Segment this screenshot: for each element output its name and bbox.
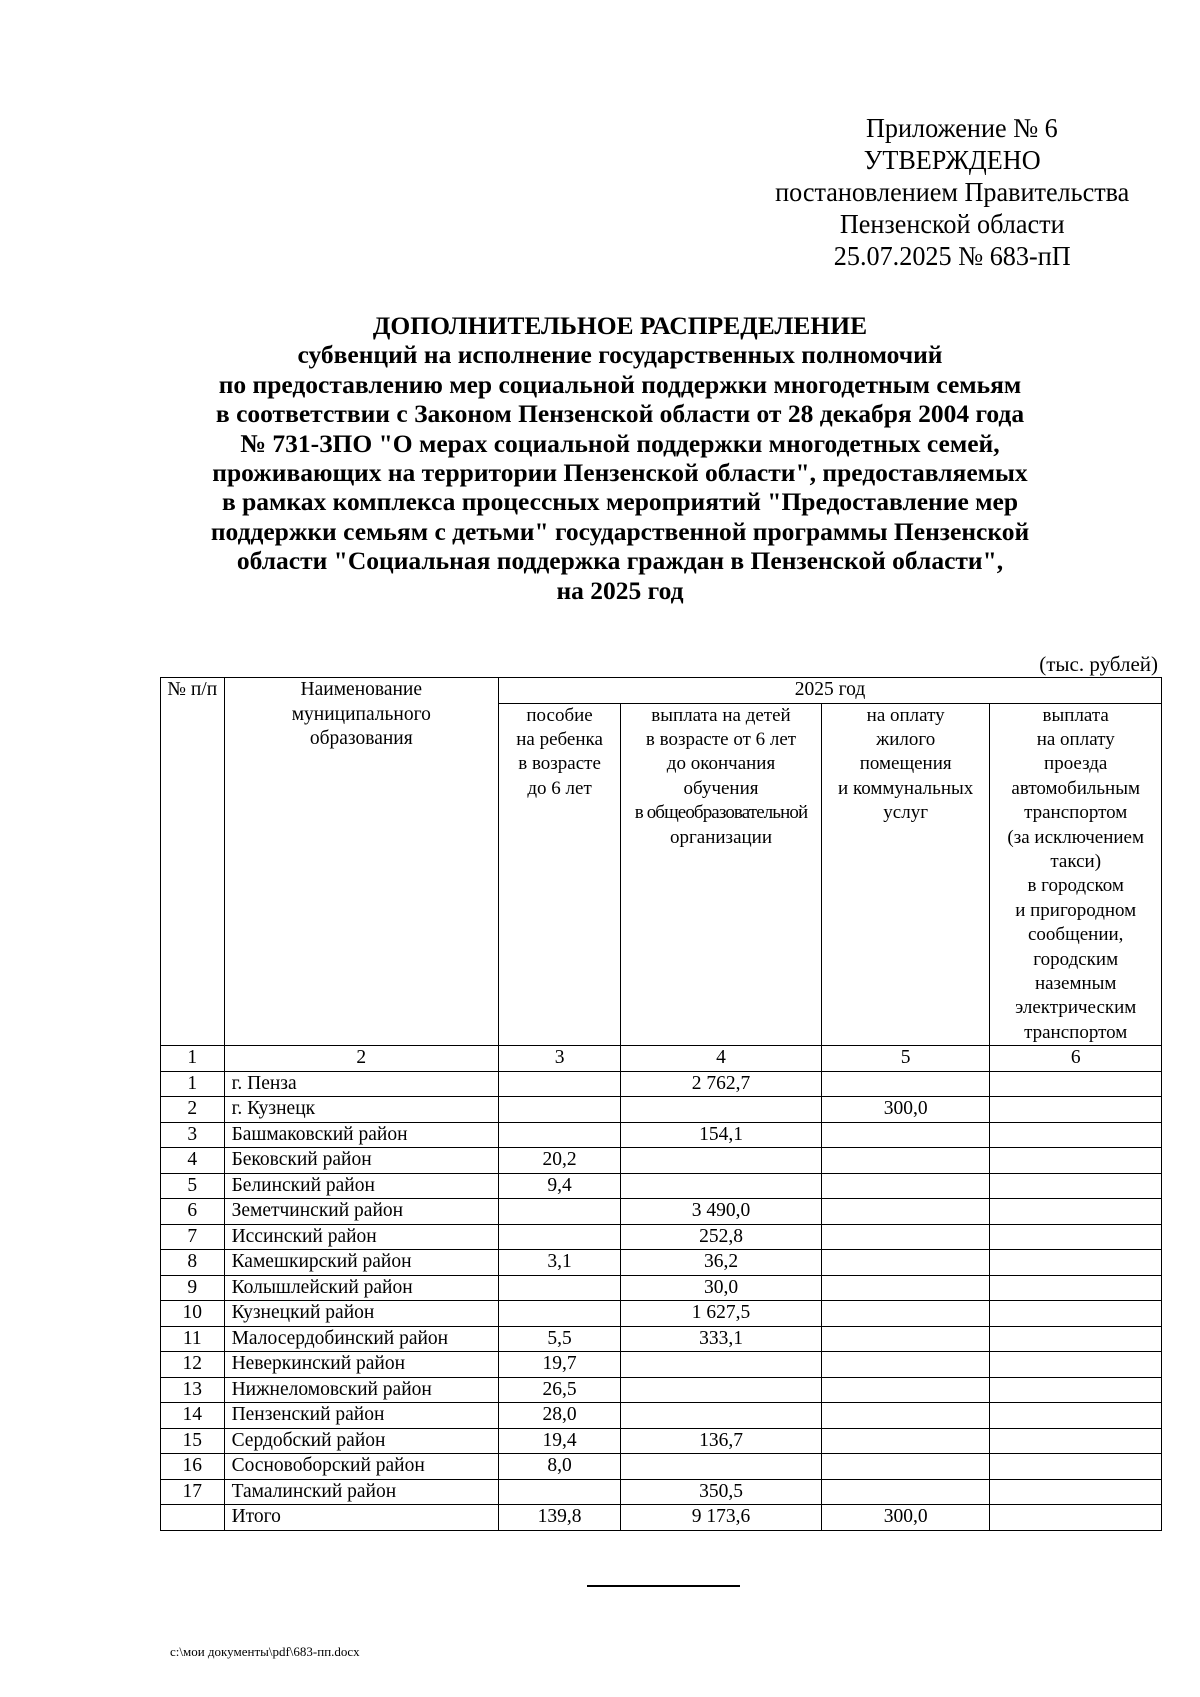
cell-transport-payment <box>990 1403 1162 1429</box>
cell-transport-payment <box>990 1097 1162 1123</box>
cell-child-allowance <box>499 1479 621 1505</box>
approval-block <box>700 112 1200 272</box>
title-line: по предоставлению мер социальной поддержки многодетным семьям <box>218 369 1022 399</box>
header-text: услуг <box>883 802 929 824</box>
cell-school-payment <box>621 1148 822 1174</box>
cell-num: 9 <box>161 1275 225 1301</box>
header-text: транспортом <box>1024 802 1128 824</box>
header-text: автомобильным <box>1011 777 1140 799</box>
cell-municipality: Нижнеломовский район <box>224 1377 498 1403</box>
cell-transport-payment <box>990 1071 1162 1097</box>
cell-num: 14 <box>161 1403 225 1429</box>
cell-child-allowance <box>499 1071 621 1097</box>
cell-num: 1 <box>161 1071 225 1097</box>
distribution-table <box>160 677 1162 1531</box>
cell-municipality: г. Пенза <box>224 1071 498 1097</box>
cell-housing-payment <box>821 1148 990 1174</box>
cell-municipality: Земетчинский район <box>224 1199 498 1225</box>
cell-housing-payment: 300,0 <box>821 1097 990 1123</box>
header-text: и пригородном <box>1015 899 1137 921</box>
cell-child-allowance: 26,5 <box>499 1377 621 1403</box>
cell-transport-payment <box>990 1505 1162 1531</box>
title-line: ДОПОЛНИТЕЛЬНОЕ РАСПРЕДЕЛЕНИЕ <box>372 311 868 340</box>
header-text: на оплату <box>866 704 945 726</box>
cell-housing-payment <box>821 1301 990 1327</box>
cell-municipality: Башмаковский район <box>224 1122 498 1148</box>
cell-child-allowance: 20,2 <box>499 1148 621 1174</box>
cell-housing-payment <box>821 1428 990 1454</box>
cell-transport-payment <box>990 1173 1162 1199</box>
cell-num: 6 <box>161 1199 225 1225</box>
header-name-line: муниципального <box>291 703 431 725</box>
header-text: выплата <box>1042 704 1109 726</box>
cell-num: 12 <box>161 1352 225 1378</box>
cell-child-allowance: 139,8 <box>499 1505 621 1531</box>
cell-num: 13 <box>161 1377 225 1403</box>
cell-num: 17 <box>161 1479 225 1505</box>
cell-housing-payment: 300,0 <box>821 1505 990 1531</box>
cell-housing-payment <box>821 1224 990 1250</box>
header-name-line: Наименование <box>300 679 423 700</box>
title-line: № 731-ЗПО "О мерах социальной поддержки многодетных семей, <box>240 428 1000 458</box>
cell-transport-payment <box>990 1224 1162 1250</box>
cell-transport-payment <box>990 1428 1162 1454</box>
column-number: 4 <box>621 1046 822 1072</box>
cell-school-payment: 36,2 <box>621 1250 822 1276</box>
cell-transport-payment <box>990 1377 1162 1403</box>
cell-municipality: Тамалинский район <box>224 1479 498 1505</box>
table-row <box>161 1428 1162 1454</box>
cell-child-allowance: 9,4 <box>499 1173 621 1199</box>
title-line: на 2025 год <box>556 575 684 605</box>
cell-num: 4 <box>161 1148 225 1174</box>
cell-transport-payment <box>990 1301 1162 1327</box>
cell-child-allowance: 5,5 <box>499 1326 621 1352</box>
table-row <box>161 1301 1162 1327</box>
column-number: 5 <box>821 1046 990 1072</box>
table-row <box>161 1479 1162 1505</box>
cell-school-payment <box>621 1377 822 1403</box>
cell-child-allowance <box>499 1097 621 1123</box>
cell-school-payment: 252,8 <box>621 1224 822 1250</box>
document-title <box>180 311 1060 605</box>
approval-date: 25.07.2025 № 683-пП <box>833 241 1071 271</box>
header-text: городским <box>1033 948 1119 970</box>
column-number: 3 <box>499 1046 621 1072</box>
header-text: и коммунальных <box>838 777 974 799</box>
cell-school-payment: 2 762,7 <box>621 1071 822 1097</box>
cell-num: 11 <box>161 1326 225 1352</box>
cell-housing-payment <box>821 1403 990 1429</box>
cell-municipality: Кузнецкий район <box>224 1301 498 1327</box>
approval-line-2: Пензенской области <box>839 209 1065 239</box>
header-col6 <box>990 703 1162 1046</box>
title-line: поддержки семьям с детьми" государственной программы Пензенской <box>210 516 1030 546</box>
file-path-footer: c:\мои документы\pdf\683-пп.docx <box>170 1644 360 1659</box>
cell-school-payment: 136,7 <box>621 1428 822 1454</box>
cell-school-payment: 30,0 <box>621 1275 822 1301</box>
cell-num: 16 <box>161 1454 225 1480</box>
approved-stamp: УТВЕРЖДЕНО <box>863 145 1041 175</box>
table-row <box>161 1173 1162 1199</box>
cell-child-allowance: 19,7 <box>499 1352 621 1378</box>
title-line: субвенций на исполнение государственных полномочий <box>297 340 943 370</box>
cell-school-payment <box>621 1352 822 1378</box>
cell-child-allowance <box>499 1275 621 1301</box>
header-col5 <box>821 703 990 1046</box>
header-text: пособие <box>526 704 593 726</box>
cell-school-payment: 9 173,6 <box>621 1505 822 1531</box>
cell-municipality: Колышлейский район <box>224 1275 498 1301</box>
header-col4 <box>621 703 822 1046</box>
table-row <box>161 1122 1162 1148</box>
cell-housing-payment <box>821 1352 990 1378</box>
cell-housing-payment <box>821 1071 990 1097</box>
cell-municipality: Неверкинский район <box>224 1352 498 1378</box>
cell-school-payment <box>621 1403 822 1429</box>
cell-municipality: Итого <box>224 1505 498 1531</box>
header-text: обучения <box>683 777 759 799</box>
cell-child-allowance <box>499 1301 621 1327</box>
cell-transport-payment <box>990 1326 1162 1352</box>
table-row <box>161 1275 1162 1301</box>
table-row <box>161 1403 1162 1429</box>
header-text: наземным <box>1034 972 1117 994</box>
header-text: на оплату <box>1036 728 1115 750</box>
cell-housing-payment <box>821 1250 990 1276</box>
table-row <box>161 1097 1162 1123</box>
cell-municipality: Бековский район <box>224 1148 498 1174</box>
cell-housing-payment <box>821 1275 990 1301</box>
cell-transport-payment <box>990 1454 1162 1480</box>
header-col3 <box>499 703 621 1046</box>
cell-child-allowance: 8,0 <box>499 1454 621 1480</box>
cell-housing-payment <box>821 1326 990 1352</box>
cell-municipality: Сердобский район <box>224 1428 498 1454</box>
cell-school-payment: 350,5 <box>621 1479 822 1505</box>
cell-num: 5 <box>161 1173 225 1199</box>
header-text: транспортом <box>1024 1021 1128 1043</box>
cell-num: 15 <box>161 1428 225 1454</box>
cell-school-payment: 154,1 <box>621 1122 822 1148</box>
cell-school-payment: 1 627,5 <box>621 1301 822 1327</box>
cell-num: 7 <box>161 1224 225 1250</box>
cell-transport-payment <box>990 1122 1162 1148</box>
cell-school-payment: 333,1 <box>621 1326 822 1352</box>
cell-child-allowance: 28,0 <box>499 1403 621 1429</box>
title-line: в соответствии с Законом Пензенской области от 28 декабря 2004 года <box>215 399 1025 429</box>
cell-housing-payment <box>821 1199 990 1225</box>
title-line: в рамках комплекса процессных мероприятий "Предоставление мер <box>221 487 1019 517</box>
header-text: помещения <box>859 753 952 775</box>
cell-housing-payment <box>821 1377 990 1403</box>
cell-municipality: Камешкирский район <box>224 1250 498 1276</box>
header-text: электрическим <box>1015 997 1137 1019</box>
header-text: до 6 лет <box>527 777 592 799</box>
header-text: в возрасте от 6 лет <box>645 728 797 750</box>
table-row <box>161 1352 1162 1378</box>
header-text: проезда <box>1044 753 1108 775</box>
cell-municipality: Сосновоборский район <box>224 1454 498 1480</box>
table-row <box>161 1377 1162 1403</box>
units-label: (тыс. рублей) <box>1039 652 1158 676</box>
cell-housing-payment <box>821 1173 990 1199</box>
cell-num: 10 <box>161 1301 225 1327</box>
cell-school-payment <box>621 1173 822 1199</box>
title-line: области "Социальная поддержка граждан в Пензенской области", <box>236 546 1004 576</box>
cell-municipality: Белинский район <box>224 1173 498 1199</box>
header-text: до окончания <box>666 753 776 775</box>
cell-num: 2 <box>161 1097 225 1123</box>
cell-transport-payment <box>990 1275 1162 1301</box>
table-row <box>161 1224 1162 1250</box>
header-text: в возрасте <box>518 753 601 775</box>
table-row <box>161 1148 1162 1174</box>
total-row <box>161 1505 1162 1531</box>
header-name-line: образования <box>309 728 413 749</box>
header-text: в общеобразовательной <box>634 802 808 824</box>
cell-housing-payment <box>821 1122 990 1148</box>
cell-child-allowance <box>499 1122 621 1148</box>
cell-municipality: Малосердобинский район <box>224 1326 498 1352</box>
header-name <box>224 678 498 1046</box>
header-text: организации <box>670 826 773 848</box>
header-text: на ребенка <box>516 728 603 750</box>
cell-child-allowance <box>499 1199 621 1225</box>
table-row <box>161 1326 1162 1352</box>
cell-housing-payment <box>821 1454 990 1480</box>
header-text: в городском <box>1027 875 1124 897</box>
cell-num: 8 <box>161 1250 225 1276</box>
header-text: (за исключением <box>1007 826 1144 848</box>
header-year: 2025 год <box>499 678 1162 704</box>
cell-municipality: Пензенский район <box>224 1403 498 1429</box>
column-number-row <box>161 1046 1162 1072</box>
cell-transport-payment <box>990 1352 1162 1378</box>
annex-number: Приложение № 6 <box>866 113 1058 143</box>
table-row <box>161 1454 1162 1480</box>
cell-municipality: Иссинский район <box>224 1224 498 1250</box>
cell-transport-payment <box>990 1148 1162 1174</box>
header-num: № п/п <box>161 678 225 1046</box>
title-line: проживающих на территории Пензенской области", предоставляемых <box>212 458 1028 488</box>
table-row <box>161 1250 1162 1276</box>
cell-transport-payment <box>990 1479 1162 1505</box>
header-text: такси) <box>1050 850 1102 872</box>
cell-num <box>161 1505 225 1531</box>
column-number: 6 <box>990 1046 1162 1072</box>
cell-transport-payment <box>990 1199 1162 1225</box>
table-row <box>161 1071 1162 1097</box>
approval-line-1: постановлением Правительства <box>775 177 1130 207</box>
header-text: сообщении, <box>1027 924 1124 946</box>
cell-school-payment: 3 490,0 <box>621 1199 822 1225</box>
header-text: выплата на детей <box>651 704 791 726</box>
column-number: 1 <box>161 1046 225 1072</box>
cell-child-allowance: 19,4 <box>499 1428 621 1454</box>
cell-child-allowance: 3,1 <box>499 1250 621 1276</box>
cell-transport-payment <box>990 1250 1162 1276</box>
cell-municipality: г. Кузнецк <box>224 1097 498 1123</box>
cell-housing-payment <box>821 1479 990 1505</box>
closing-divider <box>587 1585 740 1587</box>
table-row <box>161 1199 1162 1225</box>
cell-school-payment <box>621 1097 822 1123</box>
column-number: 2 <box>224 1046 498 1072</box>
cell-num: 3 <box>161 1122 225 1148</box>
cell-child-allowance <box>499 1224 621 1250</box>
cell-school-payment <box>621 1454 822 1480</box>
header-text: жилого <box>876 728 936 750</box>
